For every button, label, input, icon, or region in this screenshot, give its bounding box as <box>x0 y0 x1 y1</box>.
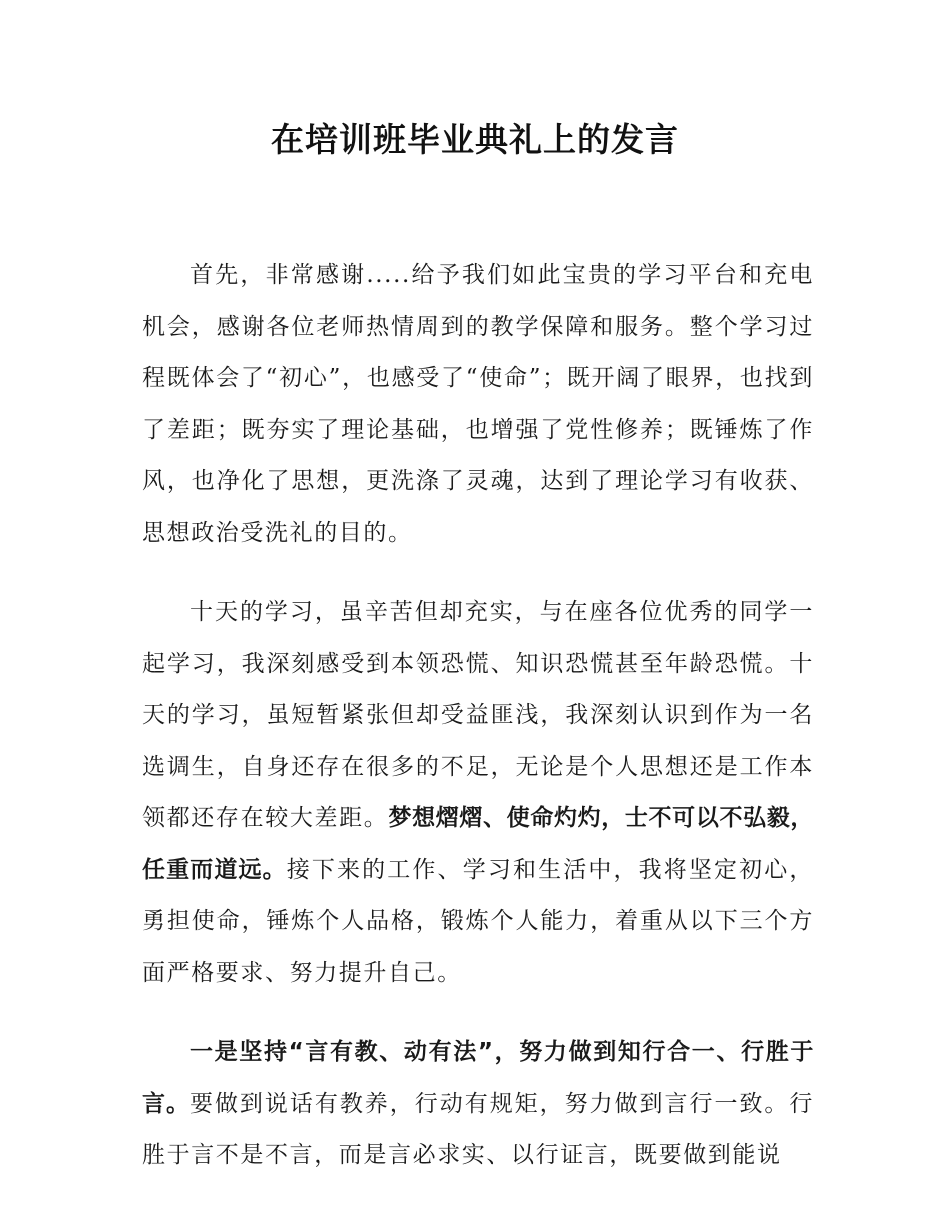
paragraph-spacer <box>142 999 814 1027</box>
paragraph-spacer <box>142 559 814 587</box>
paragraph-2-text-continued: 接下来的工作、学习和生活中，我将坚定初心，勇担使命，锤炼个人品格，锻炼个人能力，着重从以下三个方面严格要求、努力提升自己。 <box>142 856 814 986</box>
paragraph-3-text: 要做到说话有教养，行动有规矩，努力做到言行一致。行胜于言不是不言，而是言必求实、以行证言，既要做到能说 <box>142 1090 815 1168</box>
paragraph-2-text: 十天的学习，虽辛苦但却充实，与在座各位优秀的同学一起学习，我深刻感受到本领恐慌、知识恐慌甚至年龄恐慌。十天的学习，虽短暂紧张但却受益匪浅，我深刻认识到作为一名选调生，自身还存在很多的不足，无论是个人思想还是工作本领都还存在较大差距。 <box>142 599 814 831</box>
paragraph-1: 首先，非常感谢.....给予我们如此宝贵的学习平台和充电机会，感谢各位老师热情周到的教学保障和服务。整个学习过程既体会了“初心”，也感受了“使命”；既开阔了眼界，也找到了差距；既夯实了理论基础，也增强了党性修养；既锤炼了作风，也净化了思想，更洗涤了灵魂，达到了理论学习有收获、思想政治受洗礼的目的。 <box>142 262 814 546</box>
paragraph-2-bold-quote: 梦想熠熠、使命灼灼，士不可以不弘毅，任重而道远。 <box>142 805 815 883</box>
paragraph-2 <box>142 587 814 999</box>
document-body <box>142 250 814 1182</box>
page-title: 在培训班毕业典礼上的发言 <box>271 120 679 159</box>
paragraph-3-bold-heading: 一是坚持“言有教、动有法”，努力做到知行合一、行胜于言。 <box>142 1039 814 1117</box>
paragraph-3 <box>142 1027 814 1182</box>
